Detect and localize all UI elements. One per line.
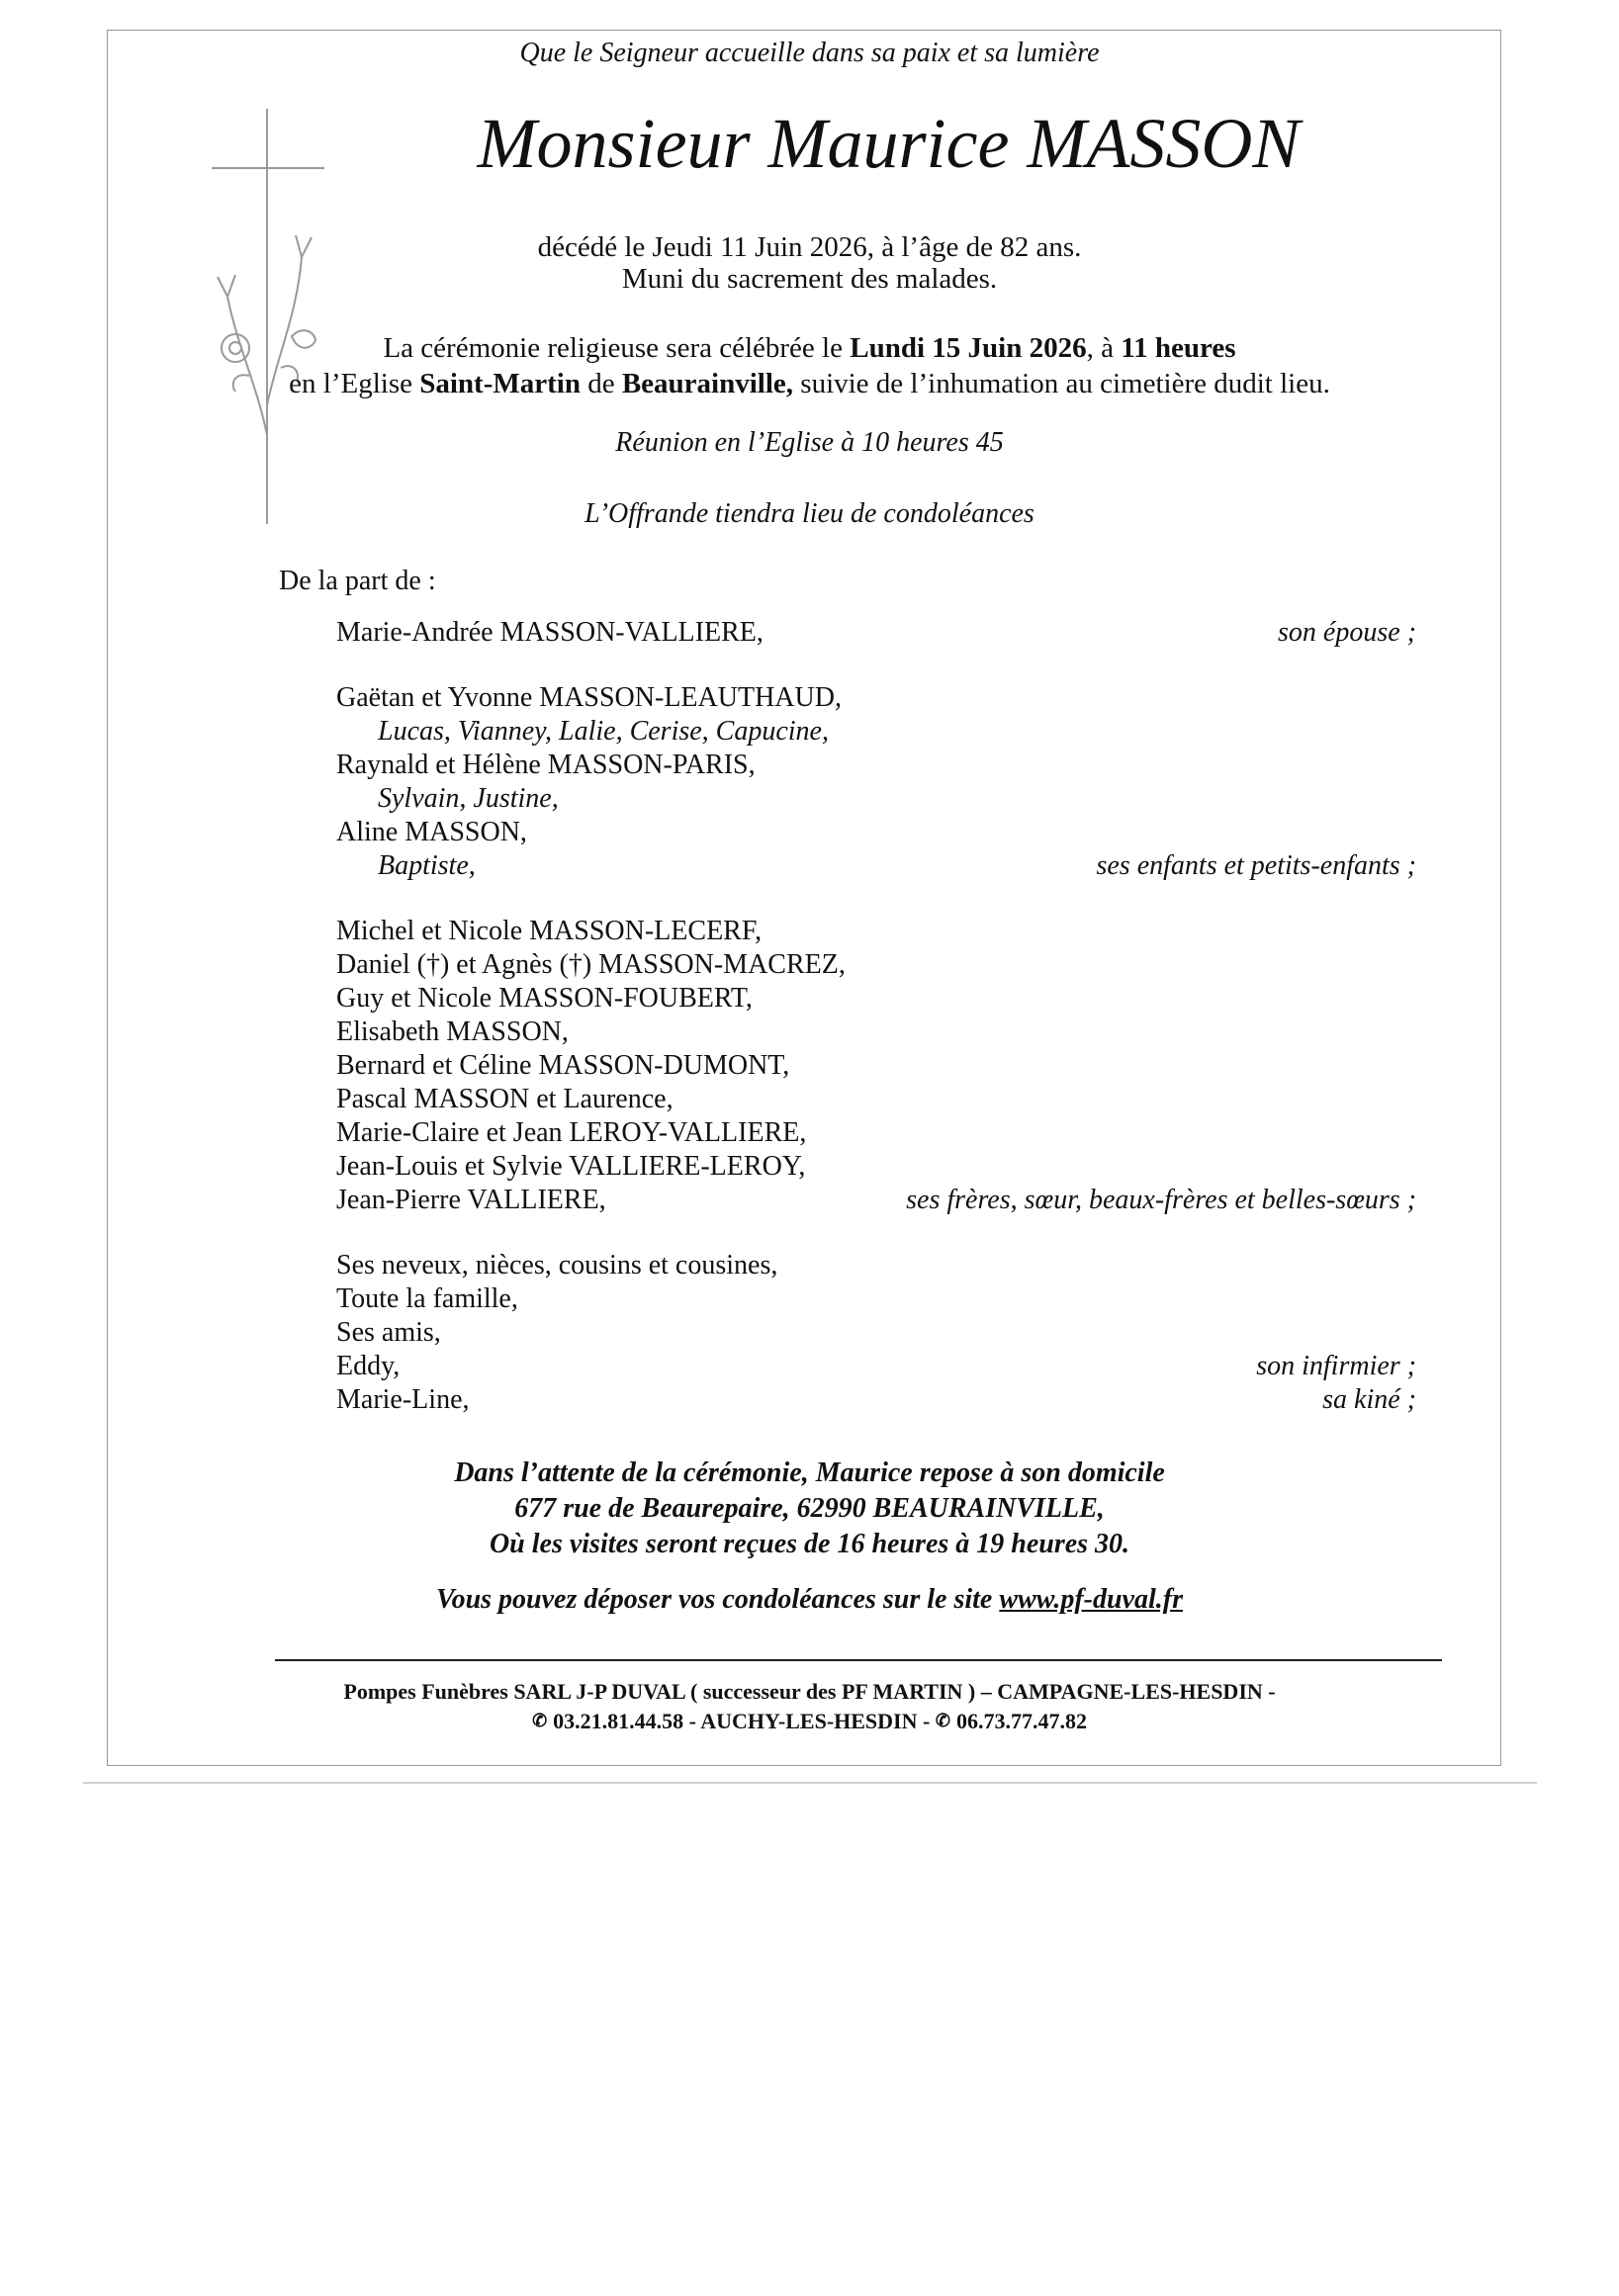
footer-divider: [275, 1659, 1442, 1661]
from-label: De la part de :: [279, 566, 436, 596]
family-row: [336, 1084, 1416, 1117]
sacrament-line: Muni du sacrement des malades.: [621, 263, 998, 295]
ceremony-text: La cérémonie religieuse sera célébrée le: [383, 332, 851, 364]
family-member-name: Eddy,: [336, 1351, 401, 1381]
family-row: [336, 817, 1416, 850]
family-row: [336, 983, 1416, 1016]
family-relation: son épouse ;: [1278, 617, 1416, 648]
family-member-name: Marie-Line,: [336, 1384, 470, 1415]
family-row: [336, 1250, 1416, 1283]
family-row: [336, 783, 1416, 817]
family-row: [336, 1317, 1416, 1351]
epigraph: Que le Seigneur accueille dans sa paix et sa lumière: [519, 38, 1100, 68]
footer-line-1: Pompes Funèbres SARL J-P DUVAL ( successeur des PF MARTIN ) – CAMPAGNE-LES-HESDIN -: [343, 1679, 1276, 1704]
family-row: [336, 949, 1416, 983]
family-row: [336, 1185, 1416, 1218]
offrande-note: L’Offrande tiendra lieu de condoléances: [585, 498, 1034, 529]
page-shadow-line: [83, 1782, 1537, 1784]
family-relation: ses frères, sœur, beaux-frères et belles-sœurs ;: [906, 1185, 1416, 1215]
family-member-name: Daniel (†) et Agnès (†) MASSON-MACREZ,: [336, 949, 846, 980]
ceremony-text: suivie de l’inhumation au cimetière dudit lieu.: [793, 368, 1330, 399]
family-member-name: Elisabeth MASSON,: [336, 1016, 569, 1047]
family-relation: sa kiné ;: [1322, 1384, 1416, 1415]
family-row: [336, 1117, 1416, 1151]
family-row: [336, 1050, 1416, 1084]
family-row: [336, 1384, 1416, 1418]
reunion-note: Réunion en l’Eglise à 10 heures 45: [615, 427, 1004, 458]
website-link[interactable]: www.pf-duval.fr: [999, 1584, 1183, 1615]
family-row: [336, 617, 1416, 651]
ceremony-text: de: [580, 368, 622, 399]
family-row: [336, 1283, 1416, 1317]
ceremony-line-2: [0, 368, 1619, 400]
family-member-name: Pascal MASSON et Laurence,: [336, 1084, 674, 1114]
family-member-name: Bernard et Céline MASSON-DUMONT,: [336, 1050, 790, 1081]
family-member-name: Raynald et Hélène MASSON-PARIS,: [336, 750, 756, 780]
family-relation: son infirmier ;: [1256, 1351, 1416, 1381]
death-notice-line: décédé le Jeudi 11 Juin 2026, à l’âge de 82 ans.: [537, 231, 1082, 263]
family-member-name: Toute la famille,: [336, 1283, 518, 1314]
deceased-name: Monsieur Maurice MASSON: [477, 104, 1301, 183]
family-member-name: Jean-Pierre VALLIERE,: [336, 1185, 606, 1215]
ceremony-text: , à: [1086, 332, 1122, 364]
family-row: [336, 716, 1416, 750]
family-member-name: Gaëtan et Yvonne MASSON-LEAUTHAUD,: [336, 682, 842, 713]
family-row: [336, 750, 1416, 783]
phone-icon: ✆: [532, 1711, 548, 1730]
family-relation: ses enfants et petits-enfants ;: [1096, 850, 1416, 881]
condolence-text: Vous pouvez déposer vos condoléances sur le site: [436, 1584, 1000, 1615]
phone-number-1: 03.21.81.44.58 - AUCHY-LES-HESDIN -: [553, 1709, 936, 1733]
family-member-name: Aline MASSON,: [336, 817, 527, 847]
family-row: [336, 1016, 1416, 1050]
family-member-name: Sylvain, Justine,: [378, 783, 559, 814]
closing-line-3: Où les visites seront reçues de 16 heures à 19 heures 30.: [489, 1529, 1130, 1559]
town-name: Beaurainville,: [621, 368, 794, 399]
closing-line-4: [0, 1584, 1619, 1616]
family-row: [336, 1351, 1416, 1384]
family-row: [336, 916, 1416, 949]
phone-number-2: 06.73.77.47.82: [955, 1709, 1087, 1733]
ceremony-date: Lundi 15 Juin 2026: [850, 332, 1087, 364]
ceremony-time: 11 heures: [1121, 332, 1236, 364]
family-member-name: Guy et Nicole MASSON-FOUBERT,: [336, 983, 753, 1014]
ceremony-line-1: [0, 332, 1619, 365]
family-member-name: Lucas, Vianney, Lalie, Cerise, Capucine,: [378, 716, 829, 747]
footer-line-2: [0, 1709, 1619, 1734]
closing-line-1: Dans l’attente de la cérémonie, Maurice repose à son domicile: [454, 1457, 1165, 1488]
family-row: [336, 1151, 1416, 1185]
family-member-name: Baptiste,: [378, 850, 476, 881]
family-member-name: Ses neveux, nièces, cousins et cousines,: [336, 1250, 778, 1280]
family-member-name: Michel et Nicole MASSON-LECERF,: [336, 916, 763, 946]
ceremony-text: en l’Eglise: [289, 368, 420, 399]
family-member-name: Jean-Louis et Sylvie VALLIERE-LEROY,: [336, 1151, 806, 1182]
closing-line-2: 677 rue de Beaurepaire, 62990 BEAURAINVILLE,: [514, 1493, 1105, 1524]
family-member-name: Ses amis,: [336, 1317, 441, 1348]
family-row: [336, 850, 1416, 884]
family-member-name: Marie-Claire et Jean LEROY-VALLIERE,: [336, 1117, 807, 1148]
family-member-name: Marie-Andrée MASSON-VALLIERE,: [336, 617, 764, 648]
phone-icon: ✆: [935, 1711, 950, 1730]
family-row: [336, 682, 1416, 716]
church-name: Saint-Martin: [419, 368, 581, 399]
